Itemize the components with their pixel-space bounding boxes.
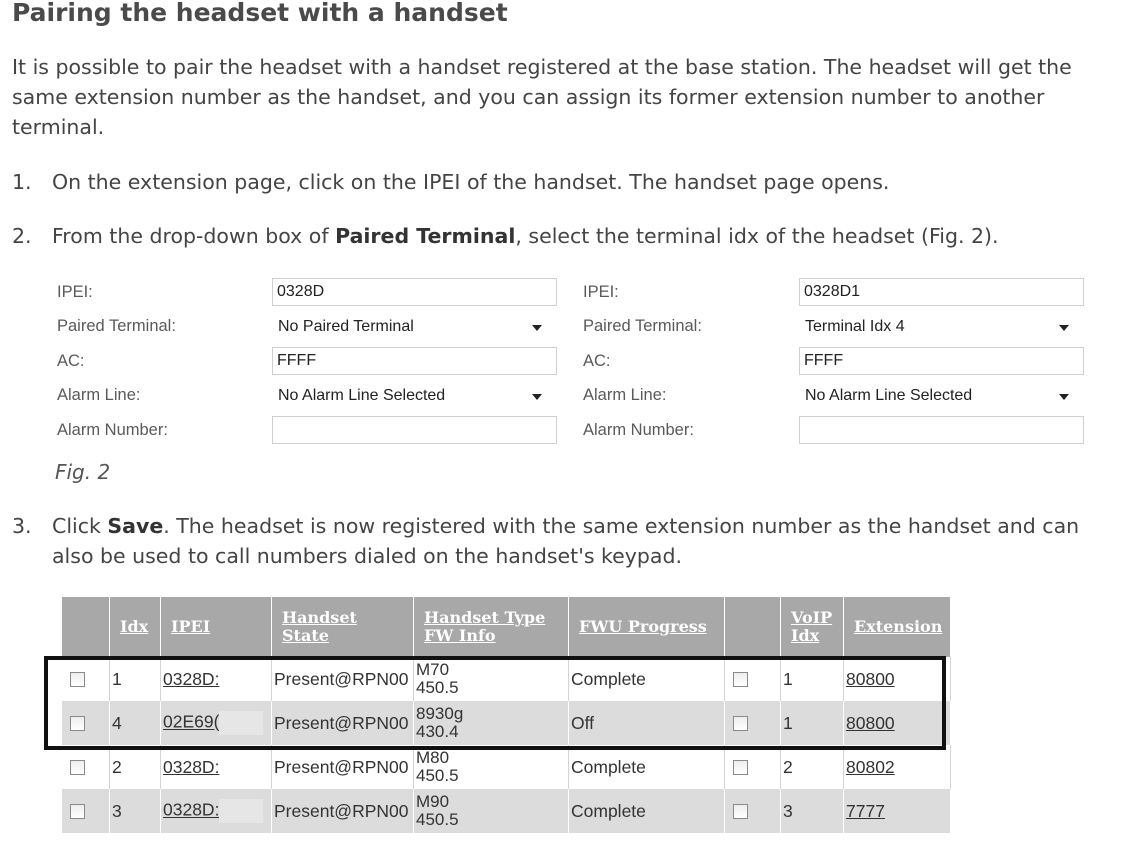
step-3: [12, 511, 1079, 541]
voip-cell: 2: [781, 745, 844, 789]
step-1-text: On the extension page, click on the IPEI of the handset. The handset page opens.: [52, 170, 890, 194]
step-2: [12, 221, 999, 251]
figure-caption: Fig. 2: [55, 460, 111, 484]
type-cell: M80 450.5: [414, 745, 569, 789]
alarm-line-value: No Alarm Line Selected: [278, 387, 446, 404]
extension-link[interactable]: 7777: [846, 800, 885, 821]
ac-input[interactable]: FFFF: [799, 347, 1084, 375]
step-3-text-post: . The headset is now registered with the same extension number as the handset and can: [163, 514, 1080, 538]
paired-terminal-select[interactable]: [272, 313, 552, 341]
alarm-number-label: Alarm Number:: [583, 421, 694, 439]
alarm-number-label: Alarm Number:: [57, 421, 168, 439]
ipei-link[interactable]: 0328D:: [163, 668, 220, 689]
row-checkbox-cell-2: [725, 745, 781, 789]
header-extension[interactable]: Extension: [844, 597, 951, 657]
ipei-link[interactable]: 0328D:: [163, 799, 220, 820]
voip-cell: 1: [781, 657, 844, 701]
state-cell: Present@RPN00: [272, 789, 414, 833]
row-checkbox-cell: [62, 745, 110, 789]
paired-terminal-value: Terminal Idx 4: [805, 318, 905, 335]
chevron-down-icon: [532, 325, 542, 331]
state-cell: Present@RPN00: [272, 745, 414, 789]
header-handset-state[interactable]: Handset State: [272, 597, 414, 657]
chevron-down-icon: [532, 394, 542, 400]
redacted-area: [219, 799, 263, 823]
header-checkbox-col-2: [725, 597, 781, 657]
intro-line-2: same extension number as the handset, and you can assign its former extension number to another: [12, 85, 1045, 109]
header-handset-type[interactable]: Handset Type FW Info: [414, 597, 569, 657]
alarm-line-value: No Alarm Line Selected: [805, 387, 973, 404]
alarm-line-select[interactable]: [272, 382, 552, 410]
step-1: [12, 167, 889, 197]
step-1-number: 1.: [12, 170, 32, 194]
idx-cell: 2: [110, 745, 161, 789]
idx-cell: 4: [110, 701, 161, 745]
step-3-text-pre: Click: [52, 514, 108, 538]
step-2-bold: Paired Terminal: [335, 224, 516, 248]
ipei-label: IPEI:: [583, 283, 619, 301]
ipei-label: IPEI:: [57, 283, 93, 301]
alarm-line-select[interactable]: [799, 382, 1079, 410]
alarm-line-label: Alarm Line:: [583, 386, 667, 404]
row-checkbox-2[interactable]: [733, 760, 748, 775]
ac-label: AC:: [583, 352, 611, 370]
header-fwu-progress[interactable]: FWU Progress: [569, 597, 725, 657]
header-checkbox-col: [62, 597, 110, 657]
step-2-text-pre: From the drop-down box of: [52, 224, 336, 248]
step-2-number: 2.: [12, 224, 32, 248]
voip-cell: 3: [781, 789, 844, 833]
ipei-cell: [161, 789, 272, 833]
ac-label: AC:: [57, 352, 85, 370]
extension-cell: [844, 745, 951, 789]
ipei-link[interactable]: 0328D:: [163, 756, 220, 777]
alarm-number-input[interactable]: [799, 416, 1084, 444]
row-checkbox-2[interactable]: [733, 804, 748, 819]
extension-link[interactable]: 80802: [846, 756, 895, 777]
table-row: [62, 789, 951, 833]
extension-link[interactable]: 80800: [846, 712, 895, 733]
alarm-number-input[interactable]: [272, 416, 557, 444]
type-cell: M90 450.5: [414, 789, 569, 833]
chevron-down-icon: [1059, 394, 1069, 400]
step-3-bold: Save: [107, 514, 164, 538]
table-header-row: [62, 597, 951, 657]
row-checkbox[interactable]: [70, 760, 85, 775]
state-cell: Present@RPN00: [272, 657, 414, 701]
voip-cell: 1: [781, 701, 844, 745]
ipei-link[interactable]: 02E69(: [163, 711, 220, 732]
header-idx[interactable]: Idx: [110, 597, 161, 657]
row-checkbox[interactable]: [70, 804, 85, 819]
type-cell: 8930g 430.4: [414, 701, 569, 745]
section-title: Pairing the headset with a handset: [12, 0, 508, 27]
extension-cell: [844, 789, 951, 833]
ipei-input[interactable]: 0328D1: [799, 278, 1084, 306]
table-row: [62, 745, 951, 789]
ipei-input[interactable]: 0328D: [272, 278, 557, 306]
state-cell: Present@RPN00: [272, 701, 414, 745]
type-cell: M70 450.5: [414, 657, 569, 701]
paired-terminal-value: No Paired Terminal: [278, 318, 414, 335]
step-2-text-post: , select the terminal idx of the headset (Fig. 2).: [515, 224, 999, 248]
ac-input[interactable]: FFFF: [272, 347, 557, 375]
fwu-cell: Complete: [569, 789, 725, 833]
ipei-cell: [161, 745, 272, 789]
fwu-cell: Off: [569, 701, 725, 745]
idx-cell: 1: [110, 657, 161, 701]
step-3-number: 3.: [12, 514, 32, 538]
intro-line-1: It is possible to pair the headset with a handset registered at the base station. The headset will get the: [12, 55, 1072, 79]
fwu-cell: Complete: [569, 745, 725, 789]
step-3-line-2: also be used to call numbers dialed on the handset's keypad.: [52, 544, 683, 568]
intro-line-3: terminal.: [12, 115, 105, 139]
row-checkbox-cell: [62, 789, 110, 833]
highlight-box: [44, 656, 946, 750]
alarm-line-label: Alarm Line:: [57, 386, 141, 404]
header-voip-idx[interactable]: VoIP Idx: [781, 597, 844, 657]
chevron-down-icon: [1059, 325, 1069, 331]
header-ipei[interactable]: IPEI: [161, 597, 272, 657]
row-checkbox-cell-2: [725, 789, 781, 833]
extension-link[interactable]: 80800: [846, 668, 895, 689]
paired-terminal-label: Paired Terminal:: [583, 317, 702, 335]
idx-cell: 3: [110, 789, 161, 833]
paired-terminal-label: Paired Terminal:: [57, 317, 176, 335]
paired-terminal-select[interactable]: [799, 313, 1079, 341]
fwu-cell: Complete: [569, 657, 725, 701]
